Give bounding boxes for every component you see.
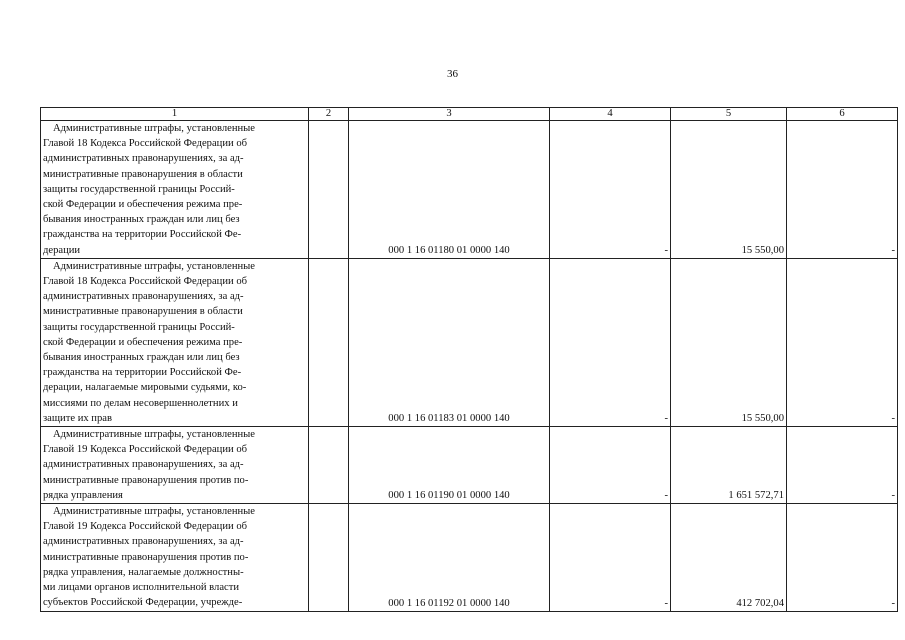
header-col-6: 6	[787, 108, 898, 121]
row-budget-code: 000 1 16 01192 01 0000 140	[349, 504, 550, 611]
table-row	[41, 121, 898, 259]
row-budget-code: 000 1 16 01183 01 0000 140	[349, 258, 550, 426]
row-amount: 15 550,00	[671, 258, 787, 426]
header-col-3: 3	[349, 108, 550, 121]
row-budget-code: 000 1 16 01190 01 0000 140	[349, 427, 550, 504]
header-col-5: 5	[671, 108, 787, 121]
description-text: Административные штрафы, установленные Главой 18 Кодекса Российской Федерации об административных правонарушениях, за ад- министративные правонарушения в области защиты государственной границы Россий- ской Федерации и обеспечения режима пре- бывания иностранных граждан или лиц без гражданства на территории Российской Фе- дерации	[43, 123, 256, 256]
table-row	[41, 504, 898, 611]
row-col-2	[309, 258, 349, 426]
row-col-6: -	[787, 258, 898, 426]
row-col-6: -	[787, 504, 898, 611]
row-col-4: -	[550, 121, 671, 259]
row-amount: 15 550,00	[671, 121, 787, 259]
row-col-4: -	[550, 258, 671, 426]
revenue-table	[40, 107, 898, 612]
row-col-6: -	[787, 427, 898, 504]
description-text: Административные штрафы, установленные Главой 19 Кодекса Российской Федерации об административных правонарушениях, за ад- министративные правонарушения против по- рядка управления	[43, 429, 256, 501]
row-col-2	[309, 121, 349, 259]
table-header-row	[41, 108, 898, 121]
row-description	[41, 427, 309, 504]
header-col-1: 1	[41, 108, 309, 121]
row-col-4: -	[550, 427, 671, 504]
row-amount: 1 651 572,71	[671, 427, 787, 504]
row-budget-code: 000 1 16 01180 01 0000 140	[349, 121, 550, 259]
description-text: Административные штрафы, установленные Главой 19 Кодекса Российской Федерации об административных правонарушениях, за ад- министративные правонарушения против по- рядка управления, налагаемые должностны- ми лицами органов исполнительной власти субъектов Российской Федерации, учрежде-	[43, 506, 256, 609]
row-col-2	[309, 427, 349, 504]
header-col-2: 2	[309, 108, 349, 121]
table-row	[41, 258, 898, 426]
table-row	[41, 427, 898, 504]
row-description	[41, 121, 309, 259]
row-description	[41, 504, 309, 611]
row-amount: 412 702,04	[671, 504, 787, 611]
row-col-2	[309, 504, 349, 611]
row-description	[41, 258, 309, 426]
row-col-6: -	[787, 121, 898, 259]
description-text: Административные штрафы, установленные Главой 18 Кодекса Российской Федерации об административных правонарушениях, за ад- министративные правонарушения в области защиты государственной границы Россий- ской Федерации и обеспечения режима пре- бывания иностранных граждан или лиц без гражданства на территории Российской Фе- дерации, налагаемые мировыми судьями, ко- миссиями по делам несовершеннолетних и защите их прав	[43, 260, 256, 424]
header-col-4: 4	[550, 108, 671, 121]
page-number: 36	[447, 68, 458, 80]
row-col-4: -	[550, 504, 671, 611]
